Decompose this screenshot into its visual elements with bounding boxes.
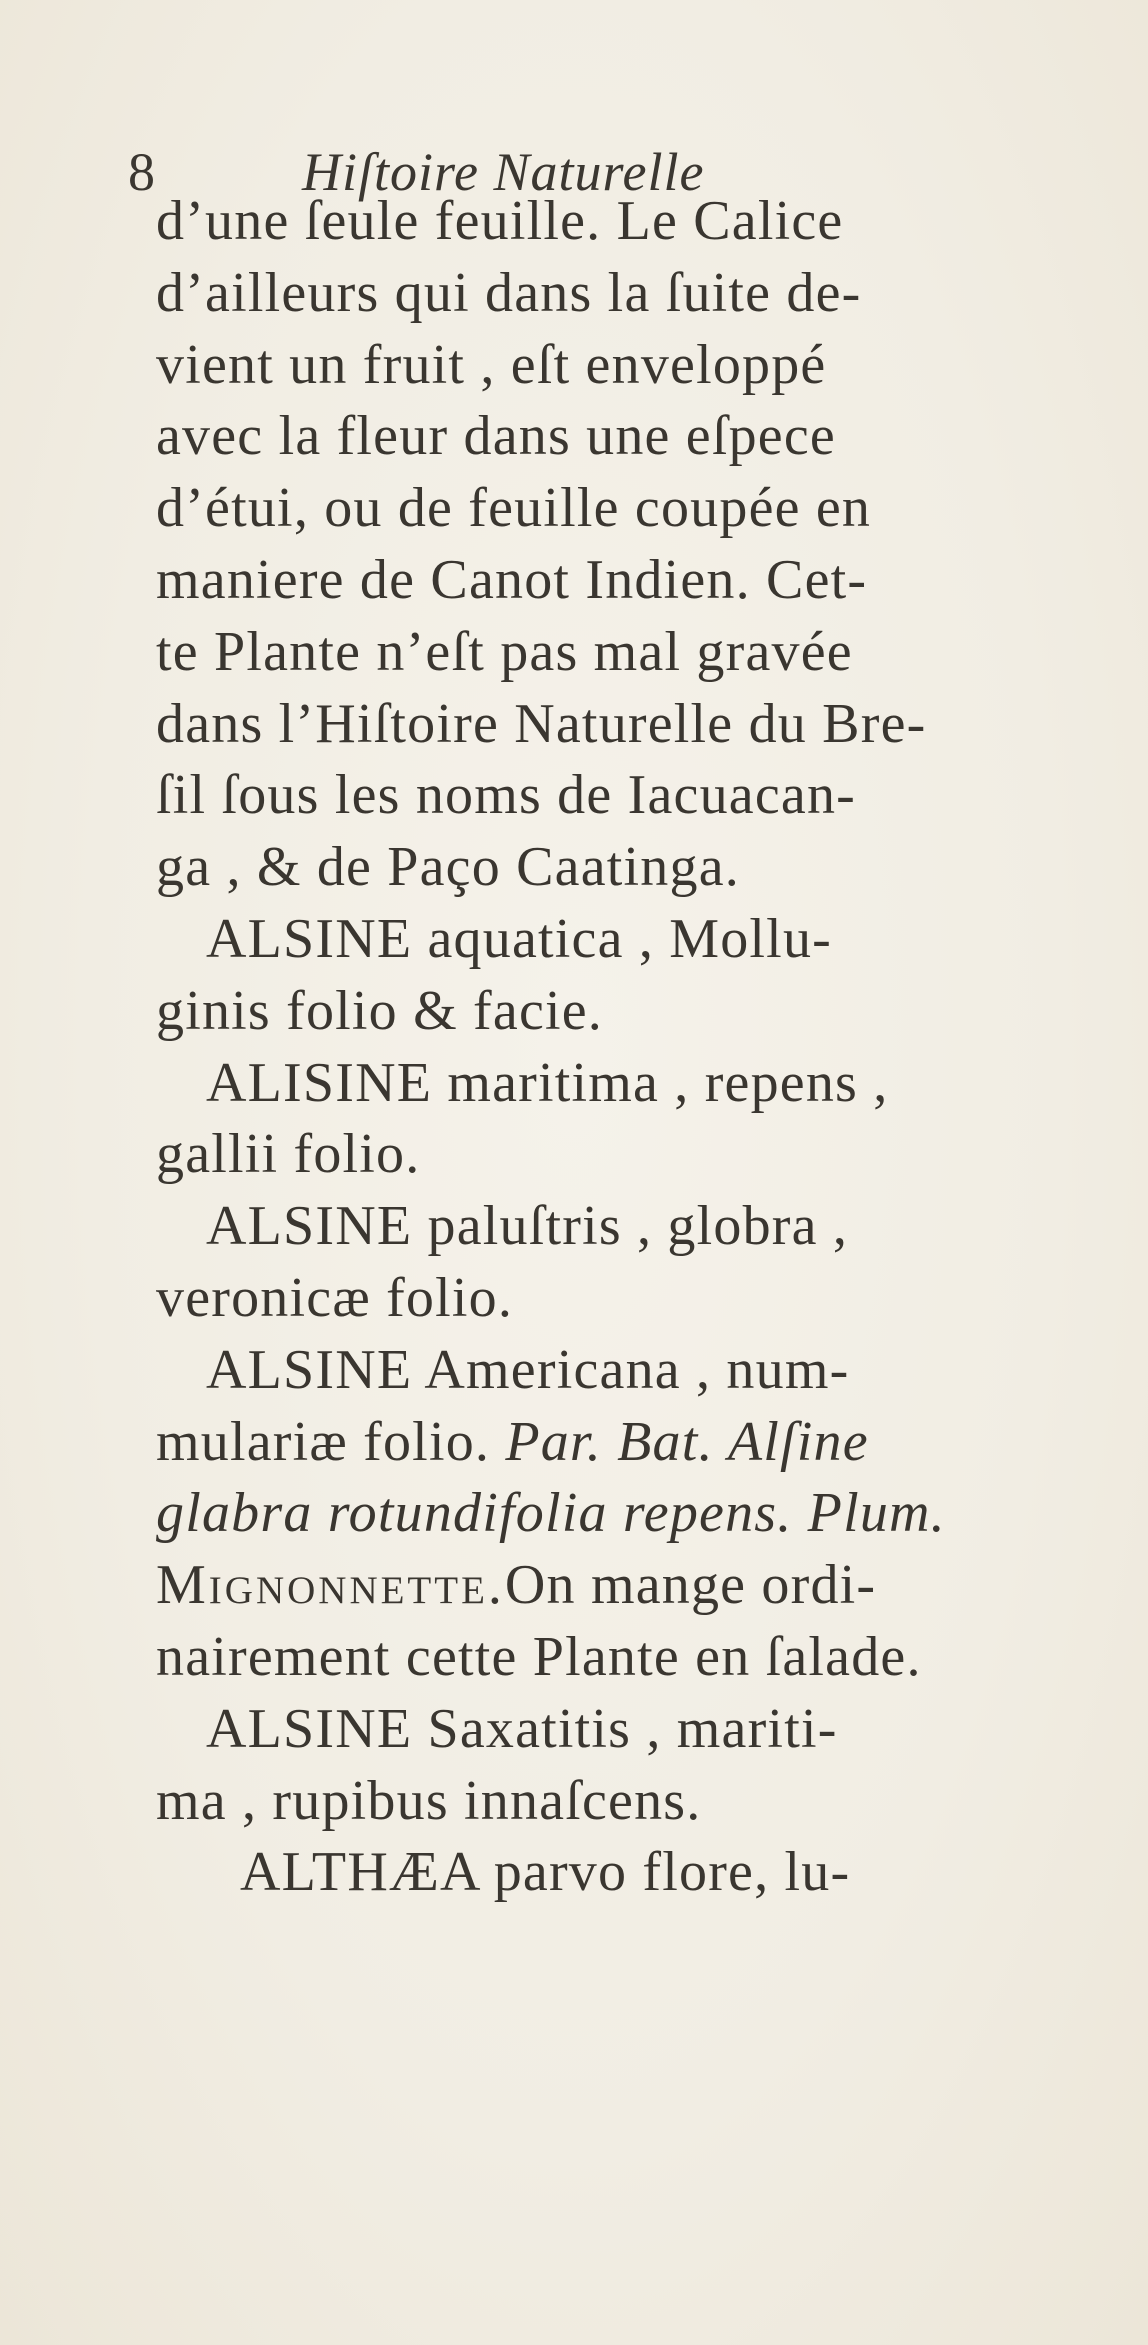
entry-alisine-maritima: ALISINE maritima , repens , (206, 1051, 889, 1114)
text-segment: On mange ordi- (504, 1554, 877, 1617)
text-segment: mulariæ folio. (156, 1410, 491, 1473)
running-title: Hiſtoire Naturelle (302, 142, 705, 202)
text-line: d’étui, ou de feuille coupée en (156, 477, 872, 540)
text-line: dans l’Hiſtoire Naturelle du Bre- (156, 692, 927, 755)
small-caps-name: Mignonnette. (156, 1554, 505, 1617)
text-line: veronicæ folio. (156, 1266, 514, 1329)
body-text (156, 186, 1086, 1909)
italic-citation: Par. Bat. Alſine (505, 1410, 869, 1473)
text-line: te Plante n’eſt pas mal gravée (156, 620, 853, 683)
text-line: ſil ſous les noms de Iacuacan- (156, 764, 857, 827)
entry-alsine-americana: ALSINE Americana , num- (206, 1338, 850, 1401)
text-line: maniere de Canot Indien. Cet- (156, 548, 868, 611)
text-line: vient un fruit , eſt enveloppé (156, 333, 827, 396)
text-line: avec la fleur dans une eſpece (156, 405, 836, 468)
entry-alsine-aquatica: ALSINE aquatica , Mollu- (206, 907, 832, 970)
text-line: d’une ſeule feuille. Le Calice (156, 190, 844, 252)
page-number: 8 (128, 142, 155, 202)
italic-line: glabra rotundifolia repens. Plum. (156, 1482, 946, 1545)
entry-alsine-saxatitis: ALSINE Saxatitis , mariti- (206, 1697, 838, 1760)
text-line: ma , rupibus innaſcens. (156, 1769, 702, 1832)
text-line (156, 1407, 1086, 1479)
text-line: ga , & de Paço Caatinga. (156, 836, 740, 899)
text-line: nairement cette Plante en ſalade. (156, 1625, 922, 1688)
text-line: d’ailleurs qui dans la ſuite de- (156, 261, 862, 324)
text-line: ginis folio & facie. (156, 979, 604, 1042)
entry-alsine-palustris: ALSINE paluſtris , globra , (206, 1195, 849, 1258)
entry-althaea: ALTHÆA parvo flore, lu- (240, 1841, 851, 1904)
text-line (156, 1550, 1086, 1622)
text-line: gallii folio. (156, 1123, 421, 1186)
